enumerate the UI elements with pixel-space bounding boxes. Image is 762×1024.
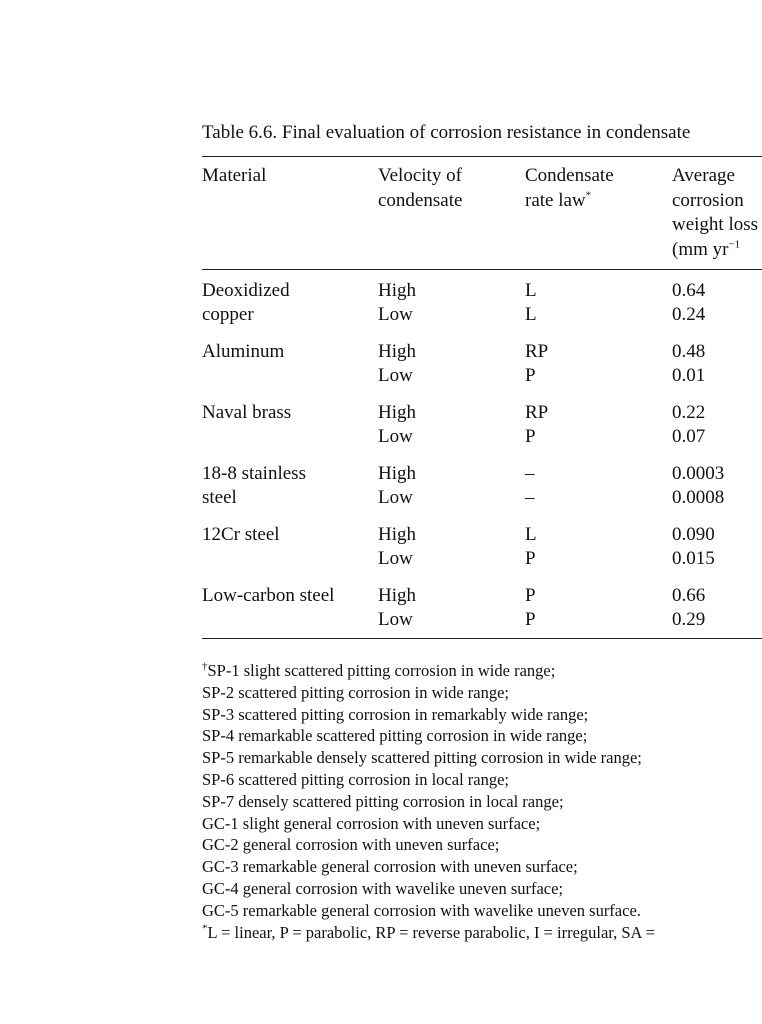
cell-velocity-high: High <box>378 402 416 423</box>
header-material-text: Material <box>202 165 267 186</box>
cell-velocity-low: Low <box>378 426 413 447</box>
table-row <box>0 462 744 510</box>
footnote-item: SP-7 densely scattered pitting corrosion in local range; <box>202 791 564 811</box>
header-average-line-4 <box>672 238 758 263</box>
cell-velocity <box>378 523 416 571</box>
cell-rate-law-high: L <box>525 524 537 545</box>
cell-velocity <box>378 584 416 632</box>
cell-velocity <box>378 401 416 449</box>
cell-velocity-high: High <box>378 463 416 484</box>
cell-material-line-1: Deoxidized <box>202 280 290 301</box>
table-row <box>0 279 744 327</box>
cell-rate-law <box>525 584 536 632</box>
table-header-rule <box>202 269 762 270</box>
cell-average-high: 0.22 <box>672 402 706 423</box>
cell-average <box>672 462 724 510</box>
cell-average <box>672 279 705 327</box>
footnote-item: SP-3 scattered pitting corrosion in remarkably wide range; <box>202 704 589 724</box>
header-average-line-2: corrosion <box>672 189 744 211</box>
cell-average-high: 0.0003 <box>672 463 725 484</box>
footnote-item: GC-2 general corrosion with uneven surface; <box>202 835 500 855</box>
cell-velocity-high: High <box>378 280 416 301</box>
header-rate-law <box>525 164 614 213</box>
cell-velocity-high: High <box>378 524 416 545</box>
cell-material-line-1: Aluminum <box>202 341 285 362</box>
cell-average-high: 0.66 <box>672 585 706 606</box>
cell-material <box>202 401 291 425</box>
header-average <box>672 164 758 262</box>
cell-material-line-2: copper <box>202 304 254 325</box>
cell-material <box>202 340 284 364</box>
cell-material-line-1: Naval brass <box>202 402 292 423</box>
cell-average-low: 0.07 <box>672 426 706 447</box>
cell-velocity-low: Low <box>378 609 413 630</box>
cell-material <box>202 523 280 547</box>
cell-velocity-high: High <box>378 341 416 362</box>
cell-rate-law-low: – <box>525 487 535 508</box>
cell-rate-law-low: L <box>525 304 537 325</box>
footnote-item: GC-3 remarkable general corrosion with uneven surface; <box>202 857 578 877</box>
footnote-item <box>202 660 655 682</box>
cell-rate-law-low: P <box>525 548 536 569</box>
footnote-item: GC-5 remarkable general corrosion with wavelike uneven surface. <box>202 900 641 920</box>
cell-rate-law-high: L <box>525 280 537 301</box>
header-velocity-line-2: condensate <box>378 189 463 211</box>
cell-material-line-1: 12Cr steel <box>202 524 280 545</box>
cell-velocity <box>378 279 416 327</box>
cell-average-high: 0.48 <box>672 341 706 362</box>
cell-rate-law-low: P <box>525 609 536 630</box>
header-average-line-3: weight loss <box>672 214 759 235</box>
footnote-item: SP-2 scattered pitting corrosion in wide range; <box>202 682 510 702</box>
footnote-item: SP-6 scattered pitting corrosion in local range; <box>202 769 510 789</box>
cell-velocity <box>378 340 416 388</box>
cell-material-line-2: steel <box>202 487 237 508</box>
table-top-rule <box>202 156 762 157</box>
cell-rate-law <box>525 340 548 388</box>
cell-velocity-low: Low <box>378 365 413 386</box>
cell-rate-law-low: P <box>525 365 536 386</box>
header-velocity <box>378 164 462 213</box>
cell-average-high: 0.64 <box>672 280 706 301</box>
cell-velocity-low: Low <box>378 548 413 569</box>
cell-rate-law <box>525 462 535 510</box>
cell-average <box>672 401 705 449</box>
cell-average-low: 0.24 <box>672 304 706 325</box>
cell-rate-law-high: RP <box>525 341 549 362</box>
cell-rate-law <box>525 523 537 571</box>
header-rate-law-line-1: Condensate <box>525 165 614 186</box>
header-average-line-1: Average <box>672 165 735 186</box>
cell-material <box>202 462 306 510</box>
dagger-footnote-marker: † <box>202 660 208 673</box>
table-bottom-rule <box>202 638 762 639</box>
cell-velocity-low: Low <box>378 487 413 508</box>
table-row <box>0 584 744 632</box>
cell-rate-law-high: P <box>525 585 536 606</box>
footnote-item: GC-1 slight general corrosion with uneven surface; <box>202 813 541 833</box>
cell-rate-law-high: – <box>525 463 535 484</box>
cell-velocity-high: High <box>378 585 416 606</box>
rate-law-footnote <box>202 922 655 944</box>
cell-material <box>202 584 334 608</box>
footnote-item: GC-4 general corrosion with wavelike uneven surface; <box>202 878 564 898</box>
cell-average <box>672 523 715 571</box>
cell-rate-law <box>525 279 537 327</box>
table-row <box>0 401 744 449</box>
header-average-unit: (mm yr <box>672 238 729 260</box>
cell-average <box>672 584 705 632</box>
header-rate-law-text: rate law <box>525 189 586 211</box>
rate-law-footnote-text: L = linear, P = parabolic, RP = reverse parabolic, I = irregular, SA = <box>207 922 655 942</box>
cell-material <box>202 279 290 327</box>
header-material <box>202 164 266 189</box>
footnote-item: SP-5 remarkable densely scattered pitting corrosion in wide range; <box>202 748 642 768</box>
table-row <box>0 340 744 388</box>
cell-average-high: 0.090 <box>672 524 715 545</box>
cell-rate-law <box>525 401 548 449</box>
table-caption: Table 6.6. Final evaluation of corrosion resistance in condensate <box>202 122 691 143</box>
footnote-text: SP-1 slight scattered pitting corrosion in wide range; <box>207 661 556 680</box>
cell-average-low: 0.0008 <box>672 487 725 508</box>
asterisk-footnote-marker: * <box>585 189 592 202</box>
cell-rate-law-high: RP <box>525 402 549 423</box>
cell-average-low: 0.015 <box>672 548 715 569</box>
cell-velocity-low: Low <box>378 304 413 325</box>
table-row <box>0 523 744 571</box>
cell-average-low: 0.29 <box>672 609 706 630</box>
cell-velocity <box>378 462 416 510</box>
header-average-unit-exponent: −1 <box>728 238 741 251</box>
footnotes <box>202 660 655 943</box>
cell-material-line-1: Low-carbon steel <box>202 585 335 606</box>
cell-rate-law-low: P <box>525 426 536 447</box>
cell-average <box>672 340 705 388</box>
header-rate-law-line-2 <box>525 189 614 214</box>
asterisk-footnote-marker: * <box>202 922 208 935</box>
cell-material-line-1: 18-8 stainless <box>202 463 306 484</box>
cell-average-low: 0.01 <box>672 365 706 386</box>
header-velocity-line-1: Velocity of <box>378 165 462 186</box>
footnote-item: SP-4 remarkable scattered pitting corrosion in wide range; <box>202 726 588 746</box>
